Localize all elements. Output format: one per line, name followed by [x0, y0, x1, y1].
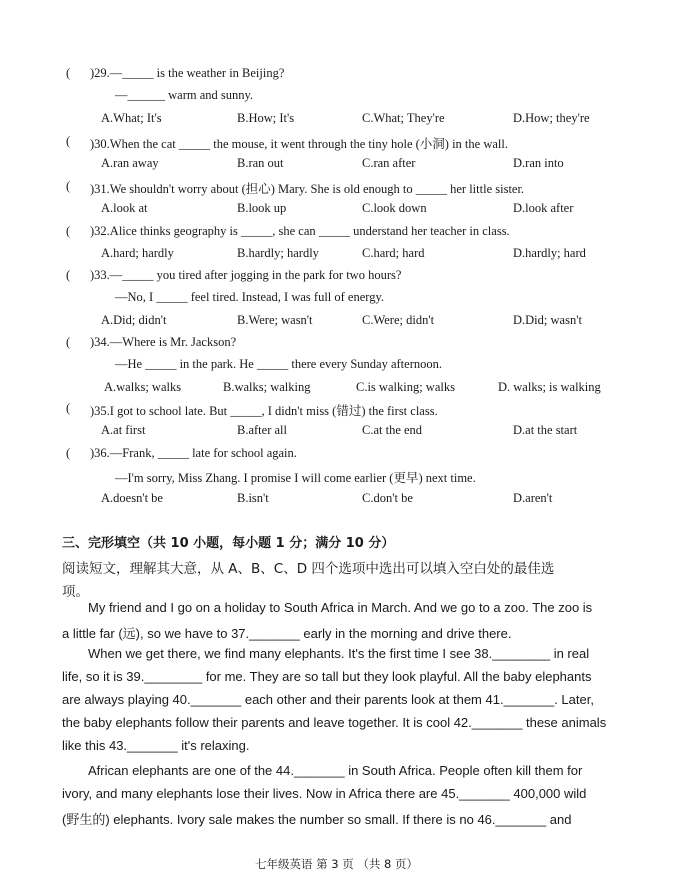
- answer-option: A.ran away: [101, 156, 159, 170]
- answer-option: C.don't be: [362, 491, 413, 505]
- passage-line: ivory, and many elephants lose their lives. Now in Africa there are 45._______ 400,000 wild: [62, 786, 587, 801]
- answer-option: C.What; They're: [362, 111, 445, 125]
- answer-option: C.at the end: [362, 423, 423, 437]
- answer-option: B.ran out: [237, 156, 284, 170]
- answer-option: D.look after: [513, 201, 574, 215]
- answer-paren: (: [66, 179, 71, 193]
- answer-option: D.ran into: [513, 156, 564, 170]
- answer-option: D.hardly; hard: [513, 246, 586, 260]
- answer-option: A.doesn't be: [101, 491, 163, 505]
- answer-option: D.Did; wasn't: [513, 313, 582, 327]
- passage-line: life, so it is 39.________ for me. They are so tall but they look playful. All the baby elephants: [62, 669, 592, 684]
- answer-option: A.look at: [101, 201, 148, 215]
- answer-option: B.walks; walking: [223, 380, 311, 394]
- passage-line: like this 43._______ it's relaxing.: [62, 738, 250, 753]
- page-footer: 七年级英语 第 3 页 （共 8 页）: [254, 857, 419, 871]
- passage-line: are always playing 40._______ each other and their parents look at them 41._______. Later,: [62, 692, 594, 707]
- answer-option: A.at first: [101, 423, 146, 437]
- answer-option: B.look up: [237, 201, 287, 215]
- answer-option: D.at the start: [513, 423, 578, 437]
- section-instruction-line-1: 阅读短文，理解其大意，从 A、B、C、D 四个选项中选出可以填入空白处的最佳选: [62, 561, 555, 577]
- passage-line: My friend and I go on a holiday to South Africa in March. And we go to a zoo. The zoo is: [88, 600, 593, 615]
- answer-option: A.hard; hardly: [101, 246, 174, 260]
- passage-line: (野生的) elephants. Ivory sale makes the number so small. If there is no 46._______ and: [62, 812, 572, 827]
- question-dialog-line: —No, I _____ feel tired. Instead, I was full of energy.: [115, 290, 385, 304]
- question-stem: )32.Alice thinks geography is _____, she can _____ understand her teacher in class.: [90, 224, 510, 238]
- answer-option: B.Were; wasn't: [237, 313, 313, 327]
- answer-paren: (: [66, 335, 71, 349]
- question-dialog-line: —I'm sorry, Miss Zhang. I promise I will come earlier (更早) next time.: [115, 471, 476, 485]
- answer-option: C.hard; hard: [362, 246, 425, 260]
- answer-option: B.How; It's: [237, 111, 295, 125]
- answer-option: B.isn't: [237, 491, 269, 505]
- question-stem: )33.—_____ you tired after jogging in the park for two hours?: [90, 268, 402, 282]
- answer-option: C.Were; didn't: [362, 313, 435, 327]
- section-title: 三、完形填空（共 10 小题，每小题 1 分；满分 10 分）: [62, 536, 395, 551]
- answer-option: A.walks; walks: [104, 380, 182, 394]
- question-stem: )31.We shouldn't worry about (担心) Mary. She is old enough to _____ her little sister.: [90, 182, 525, 196]
- answer-paren: (: [66, 134, 71, 148]
- passage-line: African elephants are one of the 44._______ in South Africa. People often kill them for: [88, 763, 583, 778]
- answer-option: A.Did; didn't: [101, 313, 167, 327]
- answer-option: B.hardly; hardly: [237, 246, 319, 260]
- answer-paren: (: [66, 268, 71, 282]
- answer-paren: (: [66, 446, 71, 460]
- answer-option: C.is walking; walks: [356, 380, 455, 394]
- question-stem: )30.When the cat _____ the mouse, it went through the tiny hole (小洞) in the wall.: [90, 137, 508, 151]
- question-stem: )29.—_____ is the weather in Beijing?: [90, 66, 285, 80]
- answer-option: D.How; they're: [513, 111, 590, 125]
- answer-option: D. walks; is walking: [498, 380, 601, 394]
- answer-option: C.look down: [362, 201, 427, 215]
- answer-option: B.after all: [237, 423, 287, 437]
- question-stem: )35.I got to school late. But _____, I didn't miss (错过) the first class.: [90, 404, 438, 418]
- answer-paren: (: [66, 401, 71, 415]
- answer-paren: (: [66, 224, 71, 238]
- answer-paren: (: [66, 66, 71, 80]
- passage-line: the baby elephants follow their parents and leave together. It is cool 42._______ these animals: [62, 715, 607, 730]
- question-dialog-line: —______ warm and sunny.: [115, 88, 254, 102]
- answer-option: D.aren't: [513, 491, 553, 505]
- section-instruction-line-2: 项。: [62, 584, 89, 600]
- question-stem: )34.—Where is Mr. Jackson?: [90, 335, 237, 349]
- question-stem: )36.—Frank, _____ late for school again.: [90, 446, 297, 460]
- answer-option: C.ran after: [362, 156, 416, 170]
- passage-line: a little far (远), so we have to 37._______ early in the morning and drive there.: [62, 626, 512, 641]
- answer-option: A.What; It's: [101, 111, 162, 125]
- question-dialog-line: —He _____ in the park. He _____ there every Sunday afternoon.: [115, 357, 442, 371]
- passage-line: When we get there, we find many elephants. It's the first time I see 38.________ in real: [88, 646, 590, 661]
